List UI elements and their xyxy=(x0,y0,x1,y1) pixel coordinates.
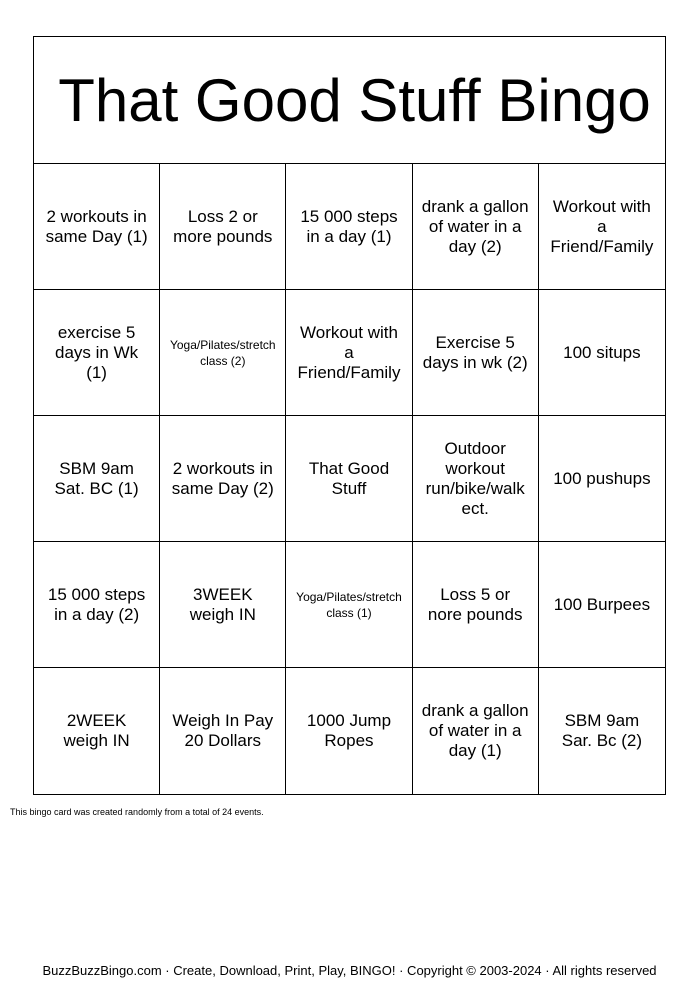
bingo-cell: 15 000 steps in a day (2) xyxy=(34,542,160,668)
bingo-cell: 2 workouts in same Day (2) xyxy=(160,416,286,542)
card-note: This bingo card was created randomly from a total of 24 events. xyxy=(10,807,264,817)
bingo-cell: 100 situps xyxy=(539,290,665,416)
bingo-cell: drank a gallon of water in a day (2) xyxy=(413,164,539,290)
bingo-cell: 100 Burpees xyxy=(539,542,665,668)
card-title: That Good Stuff Bingo xyxy=(34,37,665,164)
bingo-cell: 2 workouts in same Day (1) xyxy=(34,164,160,290)
bingo-cell: 1000 Jump Ropes xyxy=(286,668,412,794)
bingo-cell: That Good Stuff xyxy=(286,416,412,542)
bingo-cell: Workout with a Friend/Family xyxy=(539,164,665,290)
bingo-cell: 15 000 steps in a day (1) xyxy=(286,164,412,290)
bingo-cell: drank a gallon of water in a day (1) xyxy=(413,668,539,794)
bingo-cell: 2WEEK weigh IN xyxy=(34,668,160,794)
bingo-card xyxy=(33,36,666,795)
bingo-cell: Yoga/Pilates/stretch class (1) xyxy=(286,542,412,668)
bingo-cell: 3WEEK weigh IN xyxy=(160,542,286,668)
bingo-cell: Loss 5 or nore pounds xyxy=(413,542,539,668)
footer-copyright: BuzzBuzzBingo.com · Create, Download, Print, Play, BINGO! · Copyright © 2003-2024 · All rights reserved xyxy=(42,963,657,978)
bingo-cell: Loss 2 or more pounds xyxy=(160,164,286,290)
bingo-cell: Outdoor workout run/bike/walk ect. xyxy=(413,416,539,542)
bingo-cell: Weigh In Pay 20 Dollars xyxy=(160,668,286,794)
bingo-cell: 100 pushups xyxy=(539,416,665,542)
bingo-grid xyxy=(34,164,665,794)
bingo-cell: SBM 9am Sat. BC (1) xyxy=(34,416,160,542)
bingo-cell: exercise 5 days in Wk (1) xyxy=(34,290,160,416)
bingo-cell: Yoga/Pilates/stretch class (2) xyxy=(160,290,286,416)
bingo-cell: Exercise 5 days in wk (2) xyxy=(413,290,539,416)
bingo-cell: SBM 9am Sar. Bc (2) xyxy=(561,711,643,750)
bingo-cell: Workout with a Friend/Family xyxy=(286,290,412,416)
